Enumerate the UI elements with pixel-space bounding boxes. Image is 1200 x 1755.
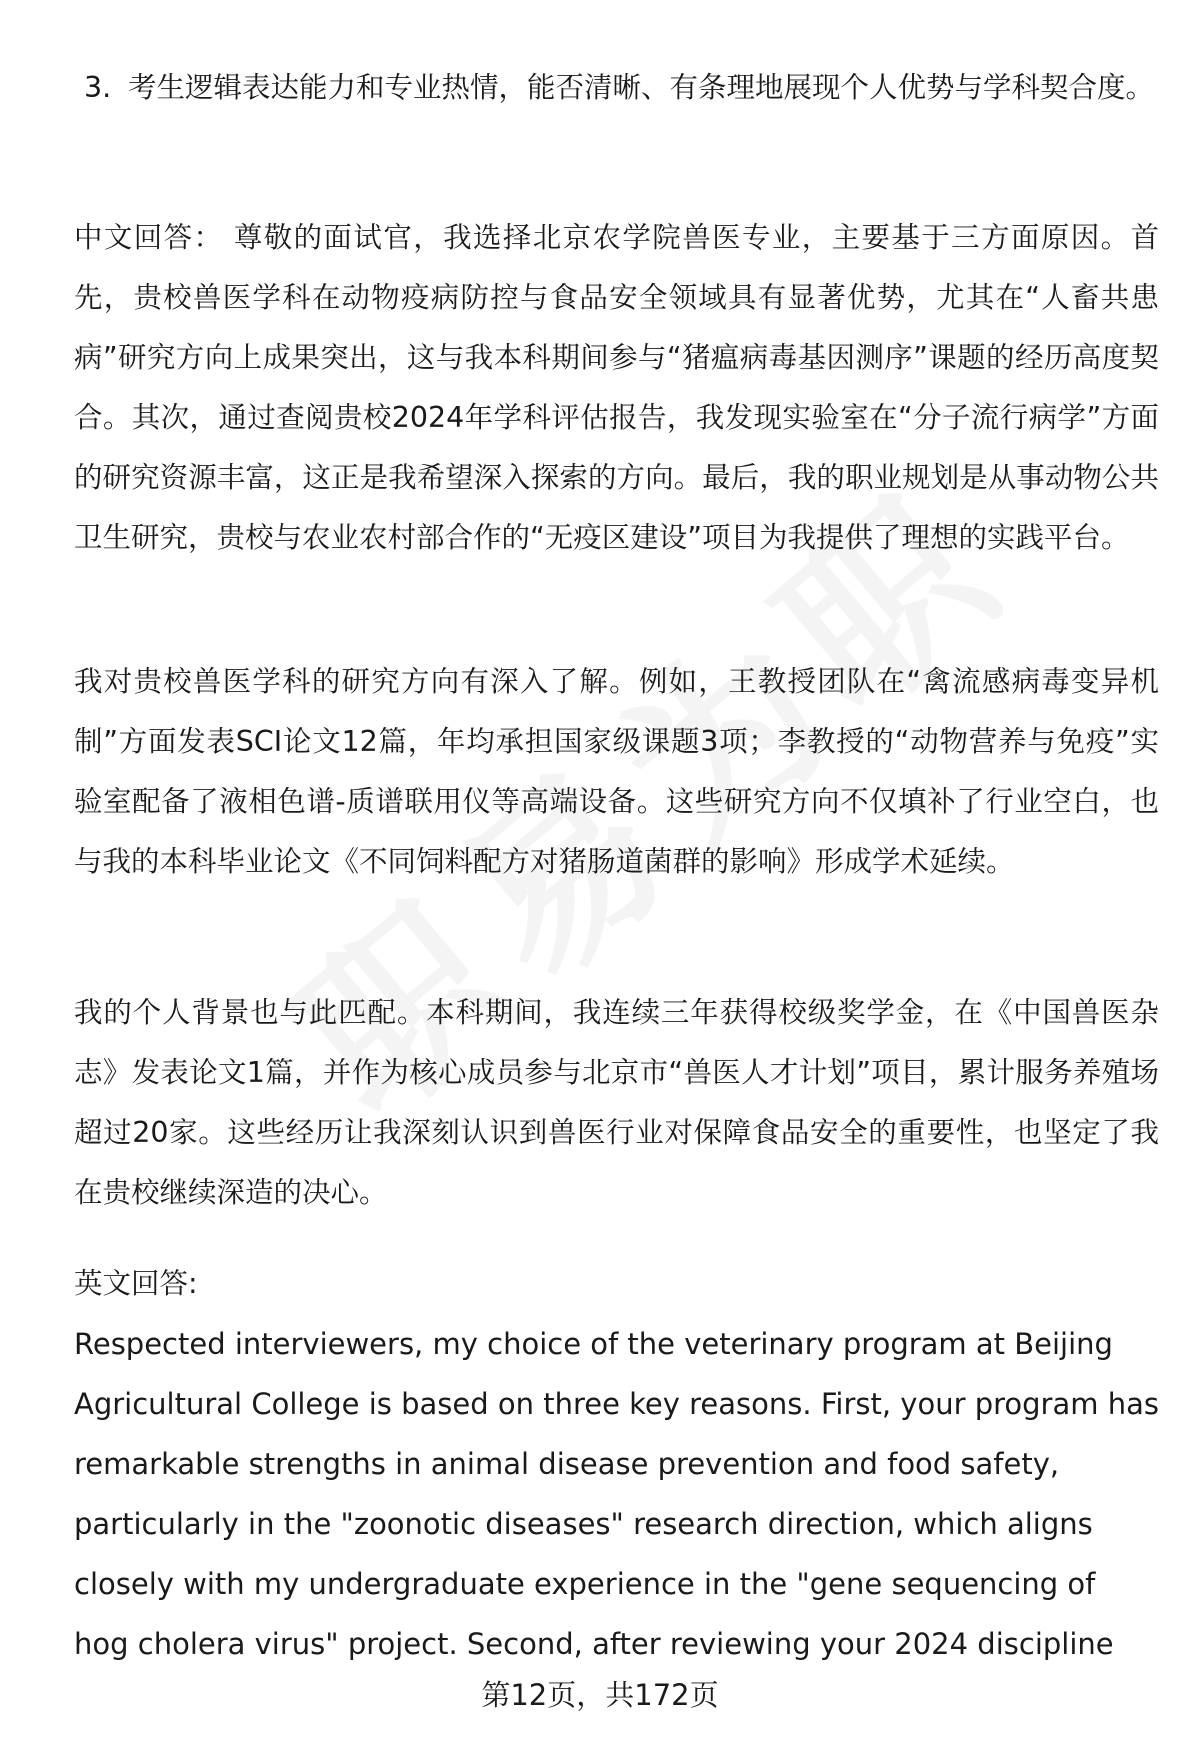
english-answer-label: 英文回答: — [74, 1267, 198, 1300]
criteria-list-item-3 — [84, 58, 1159, 118]
list-item-number: 3. — [84, 71, 112, 104]
list-item-text: 考生逻辑表达能力和专业热情，能否清晰、有条理地展现个人优势与学科契合度。 — [128, 71, 1155, 104]
english-answer-paragraph: Respected interviewers, my choice of the veterinary program at Beijing Agricultural College is based on three key reasons. First, your program has remarkable strengths in animal disease prevention and food safety, particularly in the "zoonotic diseases" research direction, which aligns closely with my undergraduate experience in the "gene sequencing of hog cholera virus" project. Second, after reviewing your 2024 discipline — [74, 1327, 1159, 1661]
chinese-answer-paragraph-3: 我的个人背景也与此匹配。本科期间，我连续三年获得校级奖学金，在《中国兽医杂志》发表论文1篇，并作为核心成员参与北京市“兽医人才计划”项目，累计服务养殖场超过20家。这些经历让我深刻认识到兽医行业对保障食品安全的重要性，也坚定了我在贵校继续深造的决心。 — [74, 996, 1159, 1209]
chinese-answer-paragraph-2: 我对贵校兽医学科的研究方向有深入了解。例如，王教授团队在“禽流感病毒变异机制”方面发表SCI论文12篇，年均承担国家级课题3项；李教授的“动物营养与免疫”实验室配备了液相色谱-质谱联用仪等高端设备。这些研究方向不仅填补了行业空白，也与我的本科毕业论文《不同饲料配方对猪肠道菌群的影响》形成学术延续。 — [74, 665, 1159, 878]
page-footer — [0, 1675, 1200, 1715]
page-number: 第12页，共172页 — [481, 1678, 719, 1712]
chinese-answer-paragraph-1: 中文回答： 尊敬的面试官，我选择北京农学院兽医专业，主要基于三方面原因。首先，贵校兽医学科在动物疫病防控与食品安全领域具有显著优势，尤其在“人畜共患病”研究方向上成果突出，这与我本科期间参与“猪瘟病毒基因测序”课题的经历高度契合。其次，通过查阅贵校2024年学科评估报告，我发现实验室在“分子流行病学”方面的研究资源丰富，这正是我希望深入探索的方向。最后，我的职业规划是从事动物公共卫生研究，贵校与农业农村部合作的“无疫区建设”项目为我提供了理想的实践平台。 — [74, 221, 1159, 554]
